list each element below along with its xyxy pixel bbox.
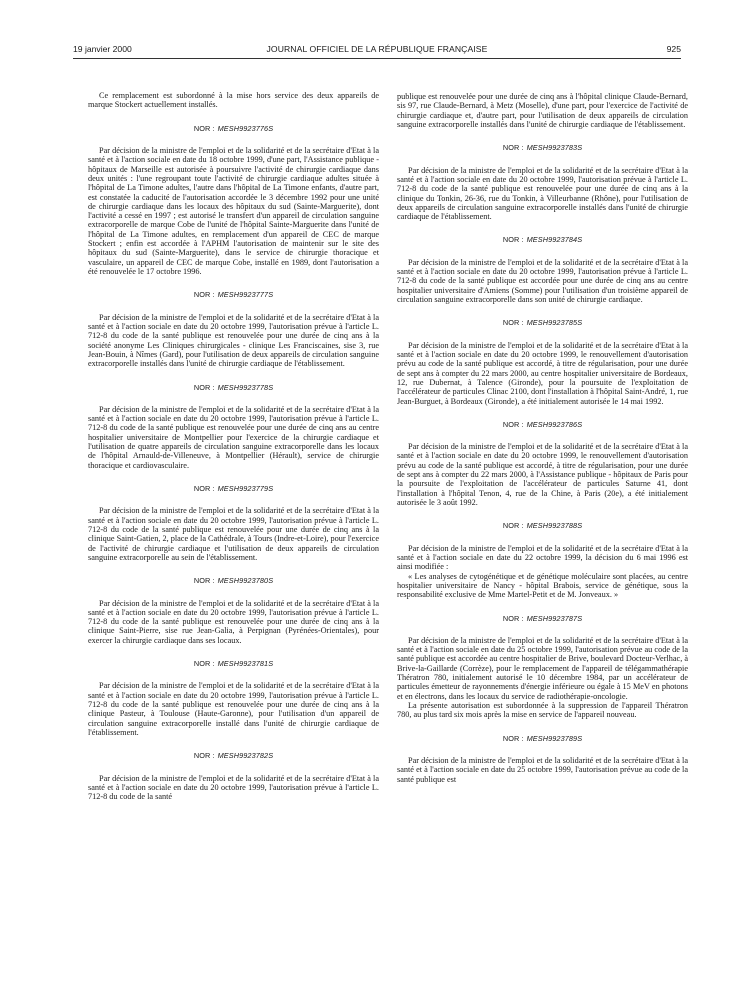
journal-title: JOURNAL OFFICIEL DE LA RÉPUBLIQUE FRANÇAISE [266, 44, 488, 54]
decision-paragraph: Par décision de la ministre de l'emploi et de la solidarité et de la secrétaire d'Etat à la santé et à l'action sociale en date du 18 octobre 1999, d'une part, l'Assistance publique - hôpitaux de Marseille est autorisée à poursuivre l'activité de chirurgie cardiaque dans deux unités : l'une regroupant toute l'activité de chirurgie cardiaque adultes située à l'hôpital de La Timone adultes, l'autre dans l'hôpital de La Timone enfants, d'autre part, est constatée la caducité de l'autorisation accordée le 3 décembre 1992 pour une unité de chirurgie cardiaque dans les locaux des hôpitaux du sud (Sainte-Marguerite), dont l'activité a cessé en 1997 ; est autorisé le transfert d'un appareil de circulation sanguine extracorporelle de marque Cobe de l'unité de l'hôpital Sainte-Marguerite dans l'unité de l'hôpital de La Timone adultes, en remplacement d'un appareil de CEC de marque Stockert ; enfin est accordée à l'APHM l'autorisation de maintenir sur le site des hôpitaux du sud (Sainte-Marguerite), dans le service de chirurgie thoracique et vasculaire, un appareil de CEC de marque Cobe, installé en 1989, dont l'autorisation a été renouvelée le 17 octobre 1996. [88, 145, 379, 276]
nor-code: MESH9923776S [217, 123, 274, 133]
nor-label: NOR : [502, 613, 524, 623]
decision-paragraph: Ce remplacement est subordonné à la mise hors service des deux appareils de marque Stockert actuellement installés. [88, 91, 379, 110]
nor-label: NOR : [502, 318, 524, 328]
page-header [73, 44, 681, 58]
nor-label: NOR : [502, 521, 524, 531]
nor-code: MESH9923784S [526, 235, 583, 245]
nor-reference [88, 383, 379, 392]
decision-paragraph: Par décision de la ministre de l'emploi et de la solidarité et de la secrétaire d'Etat à la santé et à l'action sociale en date du 20 octobre 1999, le renouvellement d'autorisation prévu au code de la santé publique est accordé, à titre de régularisation, pour une durée de sept ans à compter du 22 mars 2000, au centre hospitalier universitaire de Bordeaux, 12, rue Dubernat, à Talence (Gironde), pour la poursuite de l'exploitation de l'accélérateur de particules Clinac 2100, dont l'installation à l'hôpital Saint-André, 1, rue Jean-Burguet, à Bordeaux (Gironde), a été initialement autorisée le 14 mai 1992. [397, 340, 688, 406]
decision-paragraph: publique est renouvelée pour une durée de cinq ans à l'hôpital clinique Claude-Bernard, sis 97, rue Claude-Bernard, à Metz (Moselle), d'une part, pour l'exercice de l'activité de chirurgie cardiaque et, d'autre part, pour l'utilisation de deux appareils de circulation sanguine extracorporelle installés dans l'unité de chirurgie cardiaque de l'établissement. [397, 92, 688, 129]
nor-code: MESH9923783S [526, 143, 583, 153]
nor-code: MESH9923781S [217, 659, 274, 669]
nor-label: NOR : [193, 123, 215, 133]
decision-paragraph: Par décision de la ministre de l'emploi et de la solidarité et de la secrétaire d'Etat à la santé et à l'action sociale en date du 22 octobre 1999, la décision du 6 mai 1996 est ainsi modifiée : [397, 543, 688, 572]
decision-paragraph: La présente autorisation est subordonnée à la suppression de l'appareil Thératron 780, au plus tard six mois après la mise en service de l'appareil nouveau. [397, 701, 688, 720]
nor-reference [88, 484, 379, 493]
nor-label: NOR : [193, 382, 215, 392]
nor-code: MESH9923777S [217, 290, 274, 300]
nor-label: NOR : [193, 484, 215, 493]
decision-paragraph: Par décision de la ministre de l'emploi et de la solidarité et de la secrétaire d'Etat à la santé et à l'action sociale en date du 20 octobre 1999, le renouvellement d'autorisation prévu au code de la santé publique est accordé, à titre de régularisation, pour une durée de sept ans à compter du 22 mars 2000, à l'Assistance publique - hôpitaux de Paris pour la poursuite de l'exploitation de l'accélérateur de particules Saturne 41, dont l'installation à l'hôpital Tenon, 4, rue de la Chine, à Paris (20e), a été initialement autorisée le 3 août 1992. [397, 442, 688, 507]
decision-paragraph: Par décision de la ministre de l'emploi et de la solidarité et de la secrétaire d'Etat à la santé et à l'action sociale en date du 20 octobre 1999, l'autorisation prévue à l'article L. 712-8 du code de la santé publique est accordée pour une durée de cinq ans au centre hospitalier universitaire d'Amiens (Somme) pour l'utilisation d'un troisième appareil de circulation sanguine extracorporelle dans son unité de chirurgie cardiaque. [397, 257, 688, 304]
nor-label: NOR : [193, 751, 215, 761]
nor-reference [397, 318, 688, 327]
page-number: 925 [666, 44, 681, 54]
nor-label: NOR : [502, 733, 524, 743]
right-column [397, 92, 688, 784]
nor-reference [88, 659, 379, 668]
left-column [88, 91, 379, 802]
decision-paragraph: Par décision de la ministre de l'emploi et de la solidarité et de la secrétaire d'Etat à la santé et à l'action sociale en date du 20 octobre 1999, l'autorisation prévue à l'article L. 712-8 du code de la santé publique est renouvelée pour une durée de cinq ans à la société anonyme Les Cliniques chirurgicales - clinique Les Franciscaines, sise 3, rue Jean-Bouin, à Nîmes (Gard), pour l'utilisation de deux appareils de circulation sanguine extracorporelle installés dans l'unité de chirurgie cardiaque de l'établissement. [88, 312, 379, 369]
nor-reference [88, 290, 379, 299]
decision-paragraph: Par décision de la ministre de l'emploi et de la solidarité et de la secrétaire d'Etat à la santé et à l'action sociale en date du 25 octobre 1999, l'autorisation prévue au code de la santé publique est accordée au centre hospitalier de Brive, boulevard Docteur-Verlhac, à Brive-la-Gaillarde (Corrèze), pour le remplacement de l'appareil de télégammathérapie Thératron 780, initialement autorisé le 10 décembre 1984, par un accélérateur de particules émetteur de rayonnements d'énergie inférieure ou égale à 15 MeV en photons et en électrons, dans les locaux du service de radiothérapie-oncologie. [397, 635, 688, 701]
header-date: 19 janvier 2000 [73, 44, 132, 54]
nor-code: MESH9923789S [526, 733, 583, 743]
nor-reference [88, 576, 379, 585]
nor-reference [88, 751, 379, 760]
nor-code: MESH9923785S [526, 318, 583, 328]
nor-code: MESH9923782S [217, 751, 274, 761]
decision-paragraph: Par décision de la ministre de l'emploi et de la solidarité et de la secrétaire d'Etat à la santé et à l'action sociale en date du 25 octobre 1999, l'autorisation prévue au code de la santé publique est [397, 755, 688, 784]
header-rule [73, 58, 681, 59]
nor-reference [397, 420, 688, 429]
nor-reference [397, 734, 688, 743]
nor-reference [397, 614, 688, 623]
nor-label: NOR : [193, 290, 215, 300]
nor-code: MESH9923786S [526, 419, 583, 429]
nor-label: NOR : [502, 235, 524, 245]
decision-paragraph: Par décision de la ministre de l'emploi et de la solidarité et de la secrétaire d'Etat à la santé et à l'action sociale en date du 20 octobre 1999, l'autorisation prévue à l'article L. 712-8 du code de la santé [88, 773, 379, 802]
nor-reference [88, 124, 379, 133]
nor-reference [397, 143, 688, 152]
nor-code: MESH9923779S [217, 484, 274, 493]
nor-reference [397, 521, 688, 530]
decision-paragraph: Par décision de la ministre de l'emploi et de la solidarité et de la secrétaire d'Etat à la santé et à l'action sociale en date du 20 octobre 1999, l'autorisation prévue à l'article L. 712-8 du code de la santé publique est renouvelée pour une durée de cinq ans à la clinique Saint-Pierre, sise rue Jean-Galia, à Perpignan (Pyrénées-Orientales), pour exercer la chirurgie cardiaque dans ses locaux. [88, 598, 379, 645]
nor-label: NOR : [193, 659, 215, 669]
decision-paragraph: Par décision de la ministre de l'emploi et de la solidarité et de la secrétaire d'Etat à la santé et à l'action sociale en date du 20 octobre 1999, l'autorisation prévue à l'article L. 712-8 du code de la santé publique est renouvelée pour une durée de cinq ans à la clinique du Tonkin, 26-36, rue du Tonkin, à Villeurbanne (Rhône), pour l'utilisation de deux appareils de circulation sanguine extracorporelle installés dans l'unité de chirurgie cardiaque de l'établissement. [397, 165, 688, 222]
decision-paragraph: Par décision de la ministre de l'emploi et de la solidarité et de la secrétaire d'Etat à la santé et à l'action sociale en date du 20 octobre 1999, l'autorisation prévue à l'article L. 712-8 du code de la santé publique est renouvelée pour une durée de cinq ans à la clinique Pasteur, à Toulouse (Haute-Garonne), pour l'utilisation d'un appareil de circulation sanguine extracorporelle installé dans l'unité de chirurgie cardiaque de l'établissement. [88, 681, 379, 737]
nor-code: MESH9923788S [526, 521, 583, 531]
nor-code: MESH9923780S [217, 576, 274, 586]
nor-label: NOR : [193, 576, 215, 586]
quoted-paragraph: « Les analyses de cytogénétique et de génétique moléculaire sont placées, au centre hospitalier universitaire de Nancy - hôpital Brabois, service de génétique, sous la responsabilité exclusive de Mme Martel-Petit et de M. Jonveaux. » [397, 571, 688, 600]
decision-paragraph: Par décision de la ministre de l'emploi et de la solidarité et de la secrétaire d'Etat à la santé et à l'action sociale en date du 20 octobre 1999, l'autorisation prévue à l'article L. 712-8 du code de la santé publique est renouvelée pour une durée de cinq ans au centre hospitalier universitaire de Montpellier pour l'exercice de la chirurgie cardiaque et l'utilisation de quatre appareils de circulation sanguine extracorporelle dans les locaux de l'hôpital Arnauld-de-Villeneuve, à Montpellier (Hérault), service de chirurgie thoracique et cardiovasculaire. [88, 404, 379, 470]
nor-reference [397, 235, 688, 244]
nor-label: NOR : [502, 419, 524, 429]
nor-code: MESH9923778S [217, 382, 274, 392]
decision-paragraph: Par décision de la ministre de l'emploi et de la solidarité et de la secrétaire d'Etat à la santé et à l'action sociale en date du 20 octobre 1999, l'autorisation prévue à l'article L. 712-8 du code de la santé publique est renouvelée pour une durée de cinq ans à la clinique Saint-Gatien, 2, place de la Cathédrale, à Tours (Indre-et-Loire), pour l'exercice de l'activité de chirurgie cardiaque et l'utilisation de deux appareils de circulation sanguine extracorporelle au sein de l'établissement. [88, 506, 379, 562]
nor-code: MESH9923787S [526, 613, 583, 623]
nor-label: NOR : [502, 143, 524, 153]
